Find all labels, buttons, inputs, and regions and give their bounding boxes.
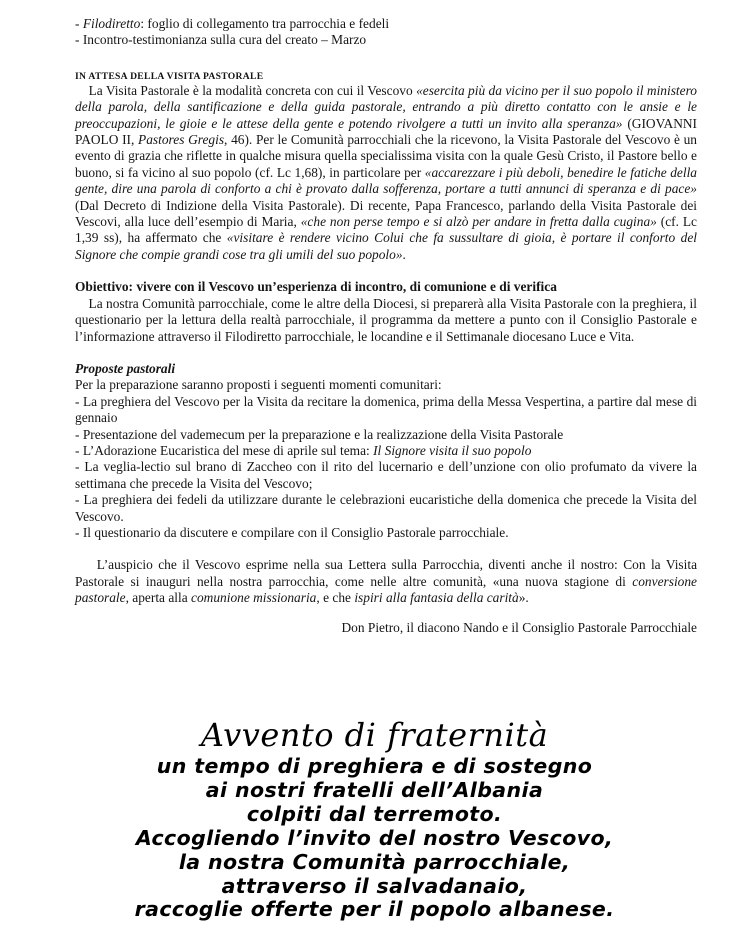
avvento-line: un tempo di preghiera e di sostegno: [156, 754, 593, 778]
section-paragraph: [75, 83, 697, 263]
list-item: - La preghiera del Vescovo per la Visita da recitare la domenica, prima della Messa Vespertina, a partire dal mese di gennaio: [75, 393, 697, 426]
text-run: (cf. Lc 1,39 ss), ha affermato che: [75, 214, 697, 246]
list-item-text: : foglio di collegamento tra parrocchia e fedeli: [140, 16, 390, 31]
list-item-text: Incontro-testimonianza sulla cura del creato – Marzo: [82, 32, 367, 48]
avvento-line: attraverso il salvadanaio,: [221, 873, 528, 898]
italic-run: ispiri alla fantasia della carità: [354, 590, 519, 606]
list-item-text: La veglia-lectio sul brano di Zaccheo con il rito del lucernario e dell’unzione con olio profumato da vivere la settimana che precede la Visita del Vescovo;: [75, 459, 697, 491]
avvento-title: Avvento di fraternità: [200, 716, 549, 754]
text-run: , e che: [316, 590, 355, 606]
closing-paragraph: [75, 557, 697, 606]
quote: «esercita più da vicino per il suo popolo il ministero della parola, della santificazione e della guida pastorale, entrando a più diretto contatto con le ansie e le preoccupazioni, le gioie e le attese della gente e potendo rivolgere a tutti un invito alla speranza»: [75, 82, 697, 131]
list-item: - Incontro-testimonianza sulla cura del creato – Marzo: [75, 32, 367, 48]
section-paragraph: [75, 296, 697, 345]
list-item: - Filodiretto: foglio di collegamento tra parrocchia e fedeli: [75, 16, 390, 31]
list-item-italic: Filodiretto: [82, 16, 141, 31]
list-item: - La veglia-lectio sul brano di Zaccheo con il rito del lucernario e dell’unzione con olio profumato da vivere la settimana che precede la Visita del Vescovo;: [75, 459, 697, 491]
text-run: , aperta alla: [125, 590, 192, 606]
section-intro: Per la preparazione saranno proposti i seguenti momenti comunitari:: [75, 377, 442, 393]
avvento-line: ai nostri fratelli dell’Albania: [205, 777, 544, 802]
section-heading: Proposte pastorali: [75, 360, 176, 376]
avvento-line: la nostra Comunità parrocchiale,: [178, 849, 571, 874]
text-run: (GIOVANNI PAOLO II,: [75, 115, 697, 148]
list-item: - L’Adorazione Eucaristica del mese di aprile sul tema: Il Signore visita il suo popolo: [75, 442, 532, 458]
text-run: .: [402, 246, 406, 262]
list-item-text: L’Adorazione Eucaristica del mese di aprile sul tema:: [82, 442, 374, 458]
signature: Don Pietro, il diacono Nando e il Consiglio Pastorale Parrocchiale: [341, 619, 697, 635]
section-heading: IN ATTESA DELLA VISITA PASTORALE: [75, 70, 264, 82]
spacer: [75, 541, 697, 557]
avvento-box: [0, 715, 749, 922]
avvento-line: Accogliendo l’invito del nostro Vescovo,: [135, 825, 614, 850]
text-run: ».: [518, 590, 529, 606]
quote: «accarezzare i più deboli, benedire le fatiche della gente, dire una parola di conforto a chi è provato dalla sofferenza, portare a tutti annunci di speranza e di pace»: [75, 164, 697, 197]
work-title: Pastores Gregis: [138, 132, 225, 148]
avvento-line: colpiti dal terremoto.: [246, 801, 503, 826]
quote: «visitare è rendere vicino Colui che fa sussultare di gioia, è portare il conforto del Signore che compie grandi cose tra gli umili del suo popolo»: [75, 230, 697, 262]
italic-run: comunione missionaria: [191, 590, 317, 606]
list-item-text: Il questionario da discutere e compilare con il Consiglio Pastorale parrocchiale.: [82, 524, 509, 540]
list-item-text: La preghiera del Vescovo per la Visita da recitare la domenica, prima della Messa Vespertina, a partire dal mese di gennaio: [75, 393, 697, 426]
section-heading: Obiettivo: vivere con il Vescovo un’esperienza di incontro, di comunione e di verifica: [75, 279, 557, 295]
text-run: La Visita Pastorale è la modalità concreta con cui il Vescovo: [88, 82, 417, 98]
quote: «che non perse tempo e si alzò per andare in fretta dalla cugina»: [300, 214, 657, 230]
list-item-italic: Il Signore visita il suo popolo: [373, 442, 532, 458]
list-item-text: La preghiera dei fedeli da utilizzare durante le celebrazioni eucaristiche della domenica che precede la Visita del Vescovo.: [75, 492, 697, 524]
list-item: - La preghiera dei fedeli da utilizzare durante le celebrazioni eucaristiche della domenica che precede la Visita del Vescovo.: [75, 492, 697, 524]
list-item: - Il questionario da discutere e compilare con il Consiglio Pastorale parrocchiale.: [75, 524, 509, 540]
avvento-line: raccoglie offerte per il popolo albanese.: [134, 897, 615, 922]
text-run: (Dal Decreto di Indizione della Visita Pastorale). Di recente, Papa Francesco, parlando della Visita Pastorale dei Vescovi, alla luce dell’esempio di Maria,: [75, 197, 697, 230]
text-run: , 46). Per le Comunità parrocchiali che la ricevono, la Visita Pastorale del Vescovo è un evento di grazia che riflette in qualche misura quella specialissima visita con la quale Gesù Cristo, il Pastore bello e buono, si fa vicino al suo popolo (cf. Lc 1,68), in particolare per: [75, 132, 697, 180]
italic-run: conversione pastorale: [75, 573, 697, 606]
list-item-text: Presentazione del vademecum per la preparazione e la realizzazione della Visita Pastorale: [82, 426, 564, 442]
list-item: - Presentazione del vademecum per la preparazione e la realizzazione della Visita Pastorale: [75, 426, 564, 442]
text-run: La nostra Comunità parrocchiale, come le altre della Diocesi, si preparerà alla Visita Pastorale con la preghiera, il questionario per la lettura della realtà parrocchiale, il programma da mettere a punto con il Consiglio Pastorale e l’informazione attraverso il Filodiretto parrocchiale, le locandine e il Settimanale diocesano Luce e Vita.: [75, 295, 697, 344]
text-run: L’auspicio che il Vescovo esprime nella sua Lettera sulla Parrocchia, diventi anche il nostro: Con la Visita Pastorale si inauguri nella nostra parrocchia, come nelle altre comunità, «una nuova stagione di: [75, 557, 698, 589]
